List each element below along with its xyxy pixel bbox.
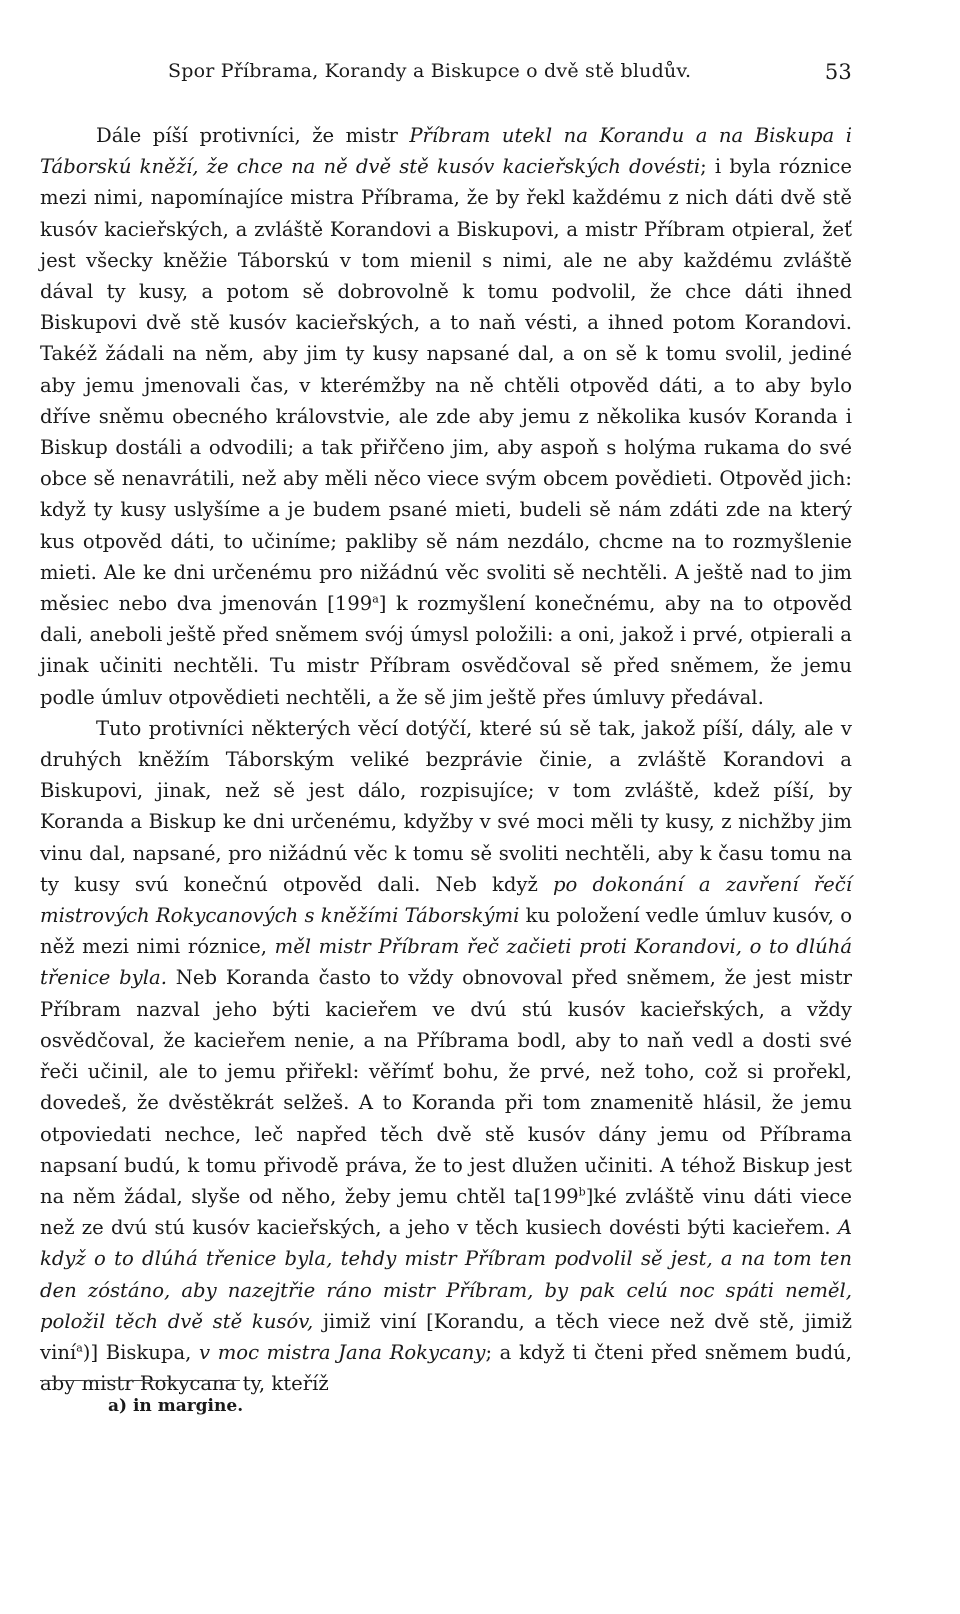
text-run: jimiž viní [Korandu, a těch viece než dvě stě, jimiž viní xyxy=(40,1309,852,1364)
footnote-marker: a xyxy=(76,1341,83,1355)
text-run: ] k rozmyšlení konečnému, aby na to otpověd dali, aneboli ještě před sněmem svój úmysl položili: a oni, jakož i prvé, otpierali a jinak učiniti nechtěli. Tu mistr Příbram osvědčoval sě před sněmem, že jemu podle úmluv otpovědieti nechtěli, a že sě jim ještě přes úmluvy předával. xyxy=(40,592,853,709)
text-run: Dále píší protivníci, že mistr xyxy=(96,124,410,147)
italic-run: měl mistr Příbram řeč začieti proti Korandovi, o to dlúhá třenice byla. xyxy=(40,935,853,990)
text-run: ; i byla róznice mezi nimi, napomínajíce mistra Příbrama, že by řekl každému z nich dáti dvě stě kusóv kacieřských, a zvláště Korandovi a Biskupovi, a mistr Příbram otpieral, žeť jest všecky kněžie Táborskú v tom mienil s nimi, ale ne aby každému zvláště dával ty kusy, a potom sě dobrovolně k tomu podvolil, že chce dáti ihned Biskupovi dvě stě kusóv kacieřských, a to naň vésti, a ihned potom Korandovi. Takéž žádali na něm, aby jim ty kusy napsané dal, a on sě k tomu svolil, jediné aby jemu jmenovali čas, v kterémžby na ně chtěli otpověd dáti, a to aby bylo dříve sněmu obecného královstvie, ale zde aby jemu z několika kusóv Koranda i Biskup dostáli a odvodili; a tak přiřčeno jim, aby aspoň s holýma rukama do své obce sě nenavrátili, než aby měli něco viece svým obcem povědieti. Otpověd jich: když ty kusy uslyšíme a je budem psané mieti, budeli sě nám zdáti zde na který kus otpověd dáti, to učiníme; pakliby sě nám nezdálo, chcme na to rozmyšlenie mieti. Ale ke dni určenému pro nižádnú věc svoliti sě nechtěli. A ještě nad to jim měsiec nebo dva jmenován [199 xyxy=(40,155,852,616)
body-text xyxy=(40,120,852,1399)
text-run: )] Biskupa, xyxy=(82,1340,200,1364)
paragraph xyxy=(40,713,852,1399)
paragraph xyxy=(40,120,852,713)
running-head: Spor Příbrama, Korandy a Biskupce o dvě stě bludův. xyxy=(168,60,692,82)
text-run: ku položení vedle úmluv kusóv, o něž mezi nimi róznice, xyxy=(40,904,853,959)
footnote-marker: a xyxy=(372,592,379,606)
italic-run: po dokonání a zavření řečí mistrových Rokycanových s kněžími Táborskými xyxy=(40,872,852,928)
italic-run: Příbram utekl na Korandu a na Biskupa i Táborskú kněží, že chce na ně dvě stě kusóv kacieřských dovésti xyxy=(40,124,852,179)
text-run: Tuto protivníci některých věcí dotýčí, které sú sě tak, jakož píší, dály, ale v druhých kněžím Táborským veliké bezprávie činie, a zvláště Korandovi a Biskupovi, jinak, než sě jest dálo, rozpisujíce; v tom zvláště, kdež píší, by Koranda a Biskup ke dni určenému, kdyžby v své moci měli ty kusy, z nichžby jim vinu dal, napsané, pro nižádnú věc k tomu sě svoliti nechtěli, aby k času tomu na ty kusy svú konečnú otpověd dali. Neb když xyxy=(40,716,852,896)
page-number: 53 xyxy=(824,60,852,84)
italic-run: v moc mistra Jana Rokycany xyxy=(199,1340,486,1364)
footnote-marker: b xyxy=(578,1185,586,1199)
text-run: Neb Koranda často to vždy obnovoval před sněmem, že jest mistr Příbram nazval jeho býti kacieřem ve dvú stú kusóv kacieřských, a vždy osvědčoval, že kacieřem nenie, a na Příbrama bodl, aby to naň vedl a dosti své řeči učinil, ale to jemu přiřekl: věřímť bohu, že prvé, než toho, což si prořekl, dovedeš, že dvěstěkrát selžeš. A to Koranda při tom znamenitě hlásil, že jemu otpoviedati nechce, leč napřed těch dvě stě kusóv dány jemu od Příbrama napsaní budú, k tomu přivodě práva, že to jest dlužen učiniti. A téhož Biskup jest na něm žádal, slyše od něho, žeby jemu chtěl ta[199 xyxy=(40,966,853,1208)
text-run: ; a když ti čteni před sněmem budú, aby mistr Rokycana ty, kteříž xyxy=(40,1340,852,1396)
footnote-rule xyxy=(40,1380,240,1381)
footnote: a) in margine. xyxy=(108,1396,244,1416)
italic-run: A když o to dlúhá třenice byla, tehdy mistr Příbram podvolil sě jest, a na tom ten den zóstáno, aby nazejtřie ráno mistr Příbram, by pak celú noc spáti neměl, položil těch dvě stě kusóv, xyxy=(40,1216,852,1333)
text-run: ]ké zvláště vinu dáti viece než ze dvú stú kusóv kacieřských, a jeho v těch kusiech dovésti býti kacieřem. xyxy=(40,1184,852,1240)
